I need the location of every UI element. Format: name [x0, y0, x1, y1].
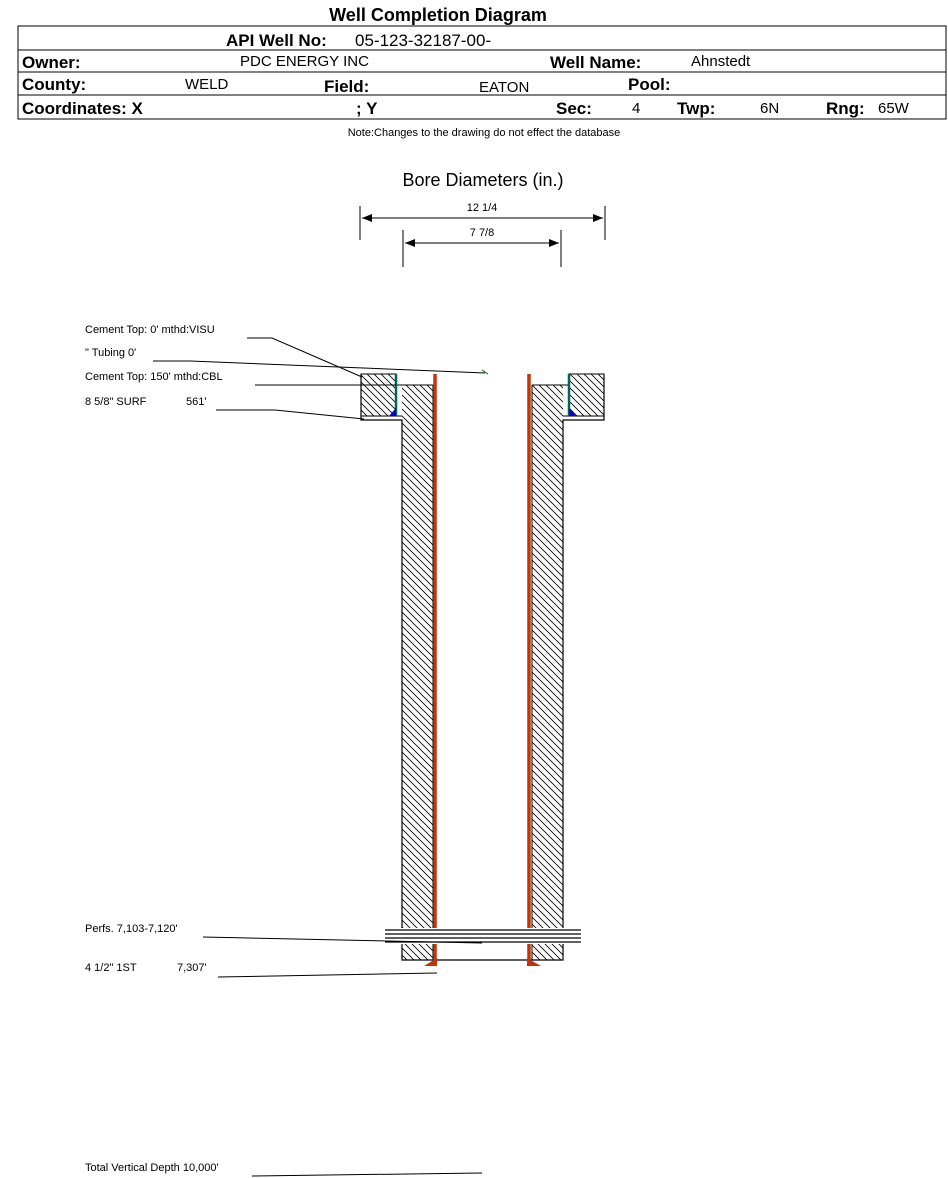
outer-diameter-label: 12 1/4: [466, 202, 498, 214]
surf-casing-label: 8 5/8" SURF: [85, 396, 147, 408]
prod-casing-depth: 7,307': [177, 962, 207, 974]
coord-x-label: Coordinates: X: [22, 99, 143, 118]
note-text: Note:Changes to the drawing do not effect the database: [347, 127, 621, 139]
sec-label: Sec:: [556, 99, 592, 118]
wellbore-outline: [361, 374, 604, 960]
production-cement: [402, 385, 563, 960]
surface-cement: [361, 374, 604, 416]
bore-title: Bore Diameters (in.): [402, 170, 564, 190]
county-label: County:: [22, 75, 87, 94]
total-depth-label: Total Vertical Depth 10,000': [85, 1162, 219, 1174]
sec-value: 4: [632, 100, 641, 117]
api-value: 05-123-32187-00-: [355, 31, 492, 50]
county-value: WELD: [185, 76, 229, 93]
owner-value: PDC ENERGY INC: [240, 53, 369, 70]
rng-label: Rng:: [826, 99, 865, 118]
header-table: [18, 26, 946, 119]
well-name-value: Ahnstedt: [691, 53, 751, 70]
production-casing: [424, 374, 541, 966]
pool-label: Pool:: [628, 75, 671, 94]
owner-label: Owner:: [22, 53, 81, 72]
field-label: Field:: [324, 77, 370, 96]
tubing-label: " Tubing 0': [85, 347, 137, 359]
surf-casing-depth: 561': [186, 396, 207, 408]
field-value: EATON: [479, 79, 530, 96]
bore-diameters: [360, 170, 605, 267]
twp-value: 6N: [760, 100, 780, 117]
well-name-label: Well Name:: [550, 53, 642, 72]
cement-top-2-label: Cement Top: 150' mthd:CBL: [85, 371, 223, 383]
api-label: API Well No:: [226, 31, 327, 50]
rng-value: 65W: [878, 100, 909, 117]
prod-casing-label: 4 1/2" 1ST: [85, 962, 137, 974]
page-title: Well Completion Diagram: [329, 5, 547, 25]
cement-top-1-label: Cement Top: 0' mthd:VISU: [85, 324, 215, 336]
twp-label: Twp:: [677, 99, 716, 118]
inner-diameter-label: 7 7/8: [469, 227, 495, 239]
coord-y-label: ; Y: [356, 99, 378, 118]
perfs-label: Perfs. 7,103-7,120': [85, 923, 178, 935]
